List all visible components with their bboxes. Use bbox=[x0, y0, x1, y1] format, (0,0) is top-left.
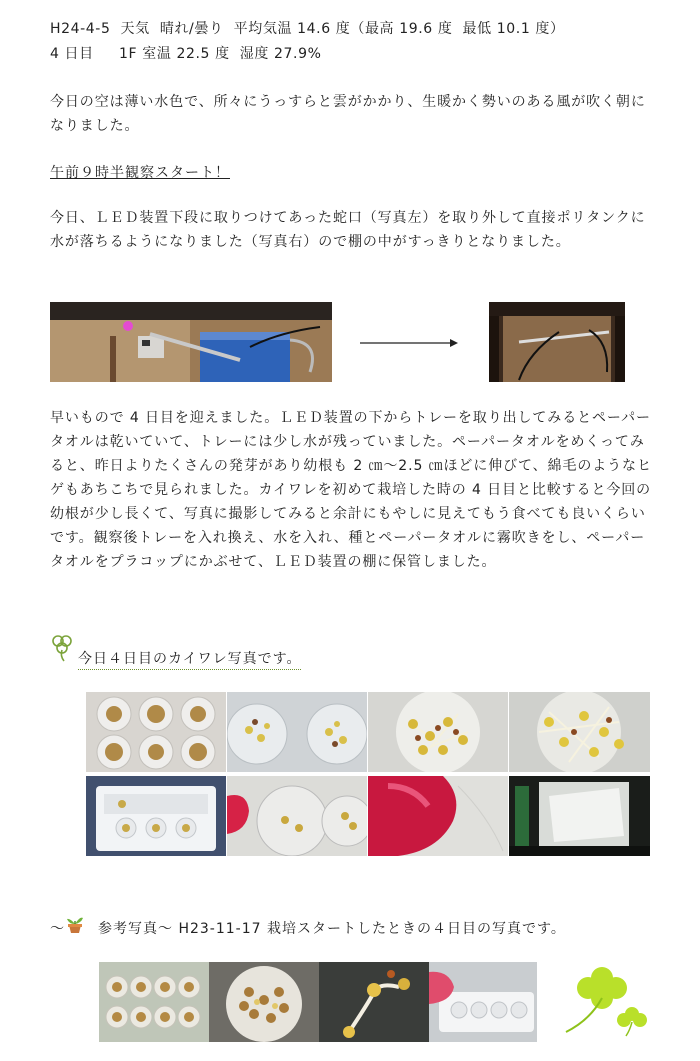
potted-sprout-icon bbox=[66, 912, 84, 934]
todays-photo-caption bbox=[78, 648, 301, 668]
arrow-icon bbox=[360, 336, 458, 350]
clover-decoration-icon bbox=[560, 960, 650, 1038]
intro-paragraph: 今日の空は薄い水色で、所々にうっすらと雲がかかり、生暖かく勢いのある風が吹く朝になりました。 bbox=[50, 94, 646, 134]
reference-caption: 参考写真～ H23-11-17 栽培スタートしたときの４日目の写真です。 bbox=[98, 921, 566, 937]
photo-today-led-shelf bbox=[509, 776, 650, 856]
photo-reference-cups bbox=[99, 962, 209, 1042]
photo-faucet-before bbox=[50, 302, 332, 382]
photo-reference-spray bbox=[429, 962, 537, 1042]
observation-heading: 午前９時半観察スタート！ bbox=[50, 165, 230, 181]
observation-paragraph: 早いもので 4 日目を迎えました。ＬＥＤ装置の下からトレーを取り出してみるとペーパータオルは乾いていて、トレーには少し水が残っていました。ペーパータオルをめくってみると、昨日よりたくさんの発芽があり幼根も 2 ㎝～2.5 ㎝ほどに伸びて、綿毛のようなヒゲもあちこちで見られました。カイワレを初めて栽培した時の 4 日目と比較すると今回の幼根が少し長くて、写真に撮影してみると余計にもやしに見えてもう食べても良いくらいです。観察後トレーを入れ換え、水を入れ、種とペーパータオルに霧吹きをし、ペーパータオルをプラコップにかぶせて、ＬＥＤ装置の棚に保管しました。 bbox=[50, 410, 652, 570]
photo-today-spray bbox=[227, 776, 367, 856]
photo-today-spray-closeup bbox=[368, 776, 508, 856]
photo-today-cups-closeup bbox=[227, 692, 367, 772]
photo-today-tray bbox=[86, 776, 226, 856]
faucet-paragraph: 今日、ＬＥＤ装置下段に取りつけてあった蛇口（写真左）を取り外して直接ポリタンクに水が落ちるようになりました（写真右）ので棚の中がすっきりとなりました。 bbox=[50, 210, 646, 250]
photo-reference-sprout-macro bbox=[319, 962, 429, 1042]
photo-today-cups-overview bbox=[86, 692, 226, 772]
header-room-line: 4 日目 1F 室温 22.5 度 湿度 27.9% bbox=[50, 46, 322, 62]
header-weather-line: H24-4-5 天気 晴れ/曇り 平均気温 14.6 度（最高 19.6 度 最低 10.1 度） bbox=[50, 21, 565, 37]
photo-faucet-after bbox=[489, 302, 625, 382]
photo-today-sprouts-1 bbox=[368, 692, 508, 772]
clover-icon bbox=[50, 634, 74, 662]
photo-today-sprouts-2 bbox=[509, 692, 650, 772]
todays-photo-caption-text: 今日４日目のカイワレ写真です。 bbox=[78, 651, 301, 670]
photo-reference-seeds bbox=[209, 962, 319, 1042]
reference-caption-prefix: ～ bbox=[50, 921, 65, 937]
